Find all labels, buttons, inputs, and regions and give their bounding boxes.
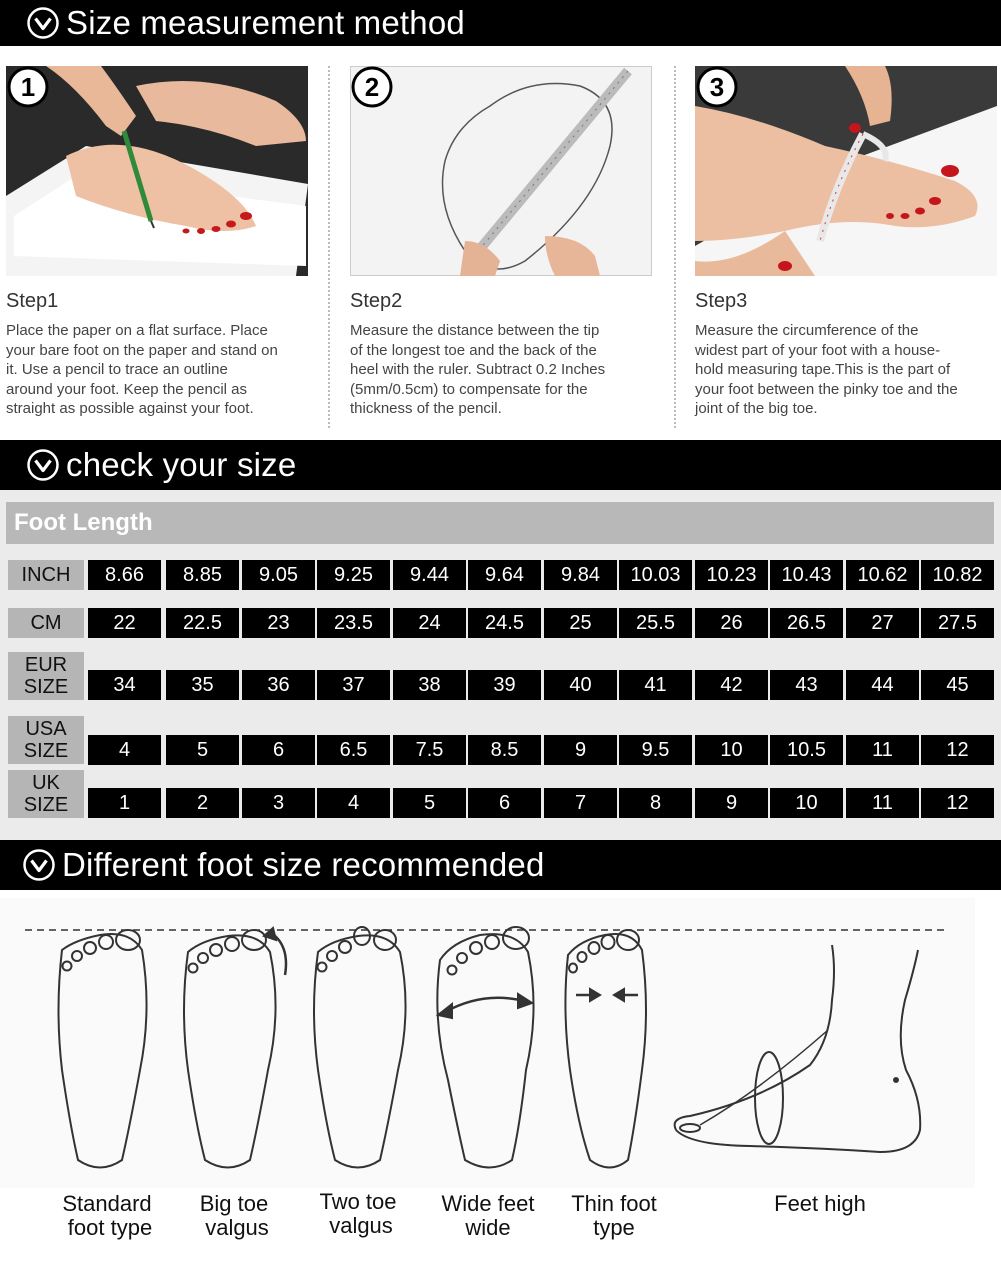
divider [674,66,676,428]
size-cell: 7 [544,788,617,818]
size-cell: 12 [921,788,994,818]
size-cell: 41 [619,670,692,700]
section-title: check your size [66,446,297,483]
size-cell: 5 [166,735,239,765]
size-cell: 40 [544,670,617,700]
step-2-description: Measure the distance between the tip of the longest toe and the back of the heel with the ruler. Subtract 0.2 Inches (5mm/0.5cm) to compensate for the thickness of the pencil. [350,322,606,418]
size-cell: 8.5 [468,735,541,765]
size-cell: 9 [544,735,617,765]
divider [328,66,330,428]
foot-type-feet-high: Feet high [774,1191,866,1216]
size-cell: 45 [921,670,994,700]
foot-types-illustration [0,890,1001,1190]
row-label: CM [8,608,84,638]
size-cell: 27 [846,608,919,638]
size-cell: 24 [393,608,466,638]
section-title: Different foot size recommended [62,846,545,883]
size-cell: 23.5 [317,608,390,638]
size-cell: 44 [846,670,919,700]
size-cell: 43 [770,670,843,700]
size-cell: 25.5 [619,608,692,638]
size-cell: 25 [544,608,617,638]
step-3 [695,66,1001,419]
foot-type-two-toe-valgus: Two toe valgus [319,1189,397,1238]
size-cell: 4 [88,735,161,765]
size-cell: 4 [317,788,390,818]
foot-type-wide-feet: Wide feet wide [441,1191,535,1240]
foot-types [0,890,1001,1267]
section-header-recommend [0,840,1001,890]
step-1-photo [6,66,308,276]
section-header-measurement [0,0,1001,46]
size-cell: 6.5 [317,735,390,765]
measurement-steps [0,46,1001,440]
step-3-description: Measure the circumference of the widest part of your foot with a house- hold measuring tape.This is the part of your foot between the pinky toe and the joint of the big toe. [695,322,958,418]
size-cell: 5 [393,788,466,818]
step-1-number: 1 [20,72,36,102]
size-cell: 9.44 [393,560,466,590]
size-cell: 35 [166,670,239,700]
size-cell: 22.5 [166,608,239,638]
step-1-title: Step1 [6,290,59,312]
step-2 [350,66,668,419]
step-1-description: Place the paper on a flat surface. Place your bare foot on the paper and stand on it. Use a pencil to trace an outline around your foot. Keep the pencil as straight as possible against your foot. [6,322,278,418]
size-cell: 36 [242,670,315,700]
size-cell: 8.85 [166,560,239,590]
foot-type-big-toe-valgus: Big toe valgus [199,1191,269,1240]
size-cell: 8 [619,788,692,818]
size-cell: 10.82 [921,560,994,590]
size-chart [0,490,1001,840]
size-cell: 38 [393,670,466,700]
size-cell: 6 [242,735,315,765]
size-cell: 7.5 [393,735,466,765]
size-cell: 37 [317,670,390,700]
size-cell: 10.62 [846,560,919,590]
step-1 [6,66,324,419]
size-cell: 9.84 [544,560,617,590]
step-3-photo [695,66,997,276]
size-cell: 9.64 [468,560,541,590]
row-label: EUR SIZE [8,652,84,700]
size-cell: 9.05 [242,560,315,590]
step-2-title: Step2 [350,290,403,312]
size-cell: 10.03 [619,560,692,590]
size-cell: 27.5 [921,608,994,638]
step-3-title: Step3 [695,290,748,312]
chevron-down-icon [22,848,56,882]
foot-type-standard: Standard foot type [62,1191,153,1240]
size-cell: 39 [468,670,541,700]
foot-type-thin-foot: Thin foot type [571,1191,657,1240]
size-cell: 9.5 [619,735,692,765]
chevron-down-icon [26,6,60,40]
size-cell: 3 [242,788,315,818]
size-cell: 23 [242,608,315,638]
size-cell: 6 [468,788,541,818]
size-cell: 2 [166,788,239,818]
size-cell: 10.43 [770,560,843,590]
foot-length-header: Foot Length [6,502,994,544]
size-cell: 10 [770,788,843,818]
size-cell: 10.5 [770,735,843,765]
size-cell: 42 [695,670,768,700]
row-label: INCH [8,560,84,590]
row-label: USA SIZE [8,716,84,764]
size-cell: 11 [846,735,919,765]
step-2-number: 2 [364,72,380,102]
size-cell: 9.25 [317,560,390,590]
step-2-photo [350,66,652,276]
size-cell: 34 [88,670,161,700]
size-cell: 24.5 [468,608,541,638]
size-cell: 12 [921,735,994,765]
size-cell: 10 [695,735,768,765]
size-cell: 26 [695,608,768,638]
section-title: Size measurement method [66,4,465,41]
size-cell: 1 [88,788,161,818]
size-cell: 9 [695,788,768,818]
chevron-down-icon [26,448,60,482]
size-cell: 8.66 [88,560,161,590]
step-3-number: 3 [709,72,725,102]
row-label: UK SIZE [8,770,84,818]
size-cell: 11 [846,788,919,818]
size-cell: 26.5 [770,608,843,638]
size-cell: 22 [88,608,161,638]
section-header-check-size [0,440,1001,490]
size-cell: 10.23 [695,560,768,590]
